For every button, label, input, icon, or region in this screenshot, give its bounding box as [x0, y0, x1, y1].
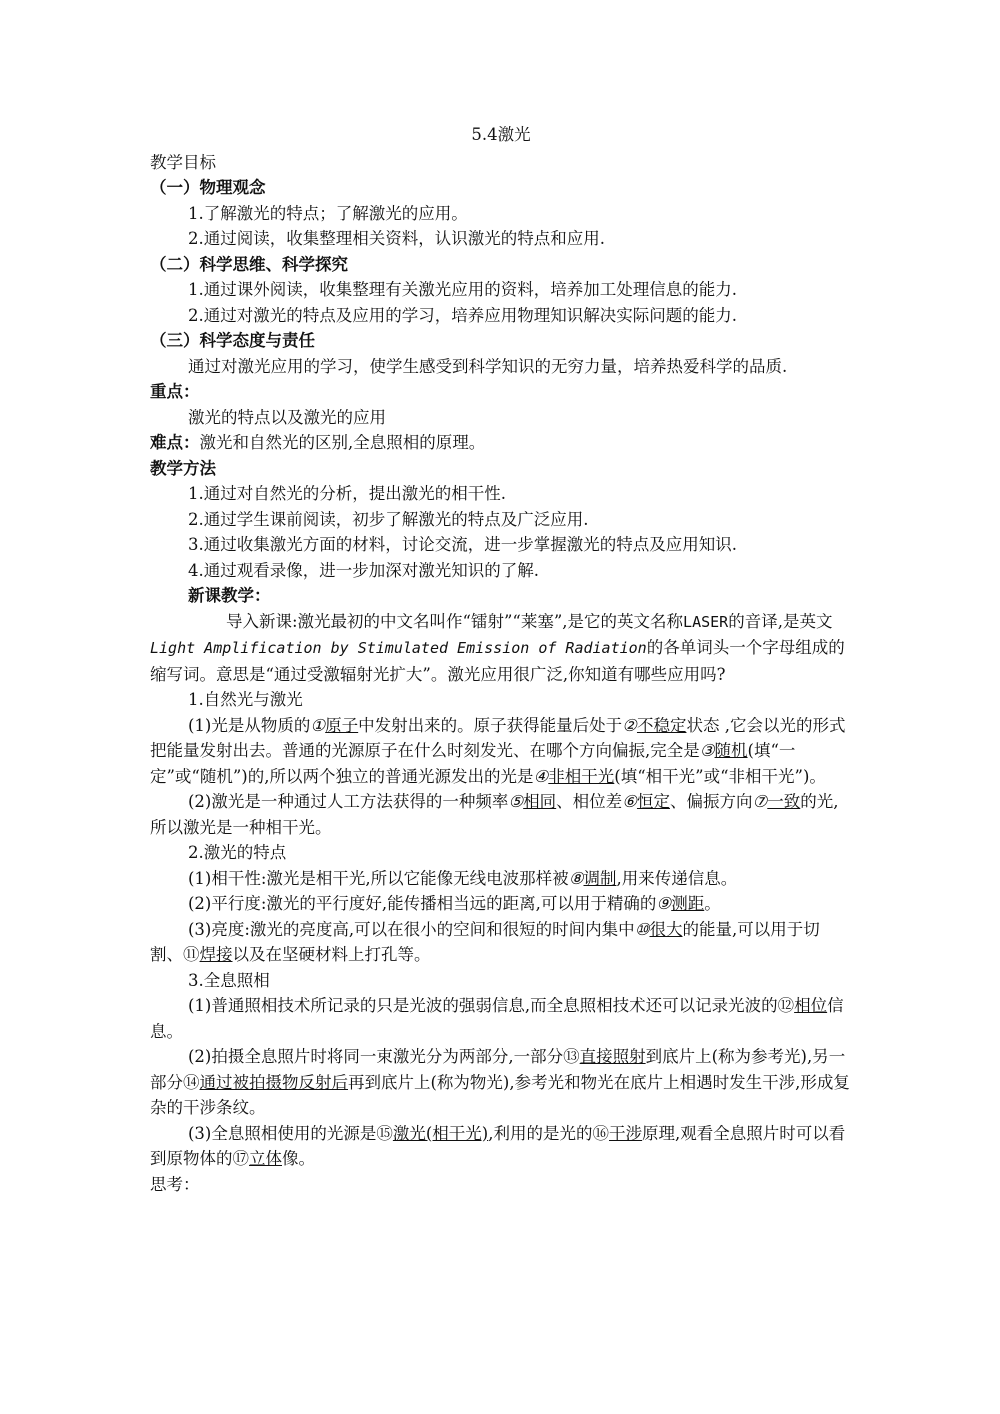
blank-number: ⑧	[568, 868, 584, 888]
answer-blank: 激光(相干光)	[392, 1123, 489, 1143]
intro-paragraph	[150, 609, 852, 688]
think-label: 思考：	[150, 1174, 200, 1194]
text: (2)激光是一种通过人工方法获得的一种频率	[188, 792, 509, 811]
intro-text-2: 的音译,是英文	[728, 611, 833, 631]
blank-number: ⑬	[563, 1047, 580, 1066]
blank-number: ③	[699, 741, 715, 760]
answer-blank: 相位	[794, 996, 828, 1015]
paragraph-coherence	[150, 866, 852, 892]
paragraph-natural-light	[150, 713, 852, 790]
text: (填“相干光”或“非相干光”)。	[614, 766, 826, 786]
section-title-laser-features: 2.激光的特点	[188, 843, 287, 862]
section-heading-physics-concepts: （一）物理观念	[150, 178, 266, 197]
answer-blank: 相同	[523, 792, 557, 811]
paragraph-laser-coherent	[150, 789, 852, 840]
blank-number: ⑤	[508, 792, 524, 811]
paragraph-hologram-source	[150, 1121, 852, 1172]
text: (1)相干性:激光是相干光,所以它能像无线电波那样被	[188, 868, 569, 888]
text: (2)平行度:激光的平行度好,能传播相当远的距离,可以用于精确的	[188, 894, 657, 913]
intro-text-1: 导入新课:激光最初的中文名叫作“镭射”“莱塞”,是它的英文名称	[226, 611, 684, 631]
blank-number: ⑮	[376, 1123, 393, 1143]
text: 的能量,可以用于切割、	[150, 919, 820, 964]
section-title-natural-vs-laser: 1.自然光与激光	[188, 690, 303, 709]
answer-blank: 通过被拍摄物反射后	[199, 1072, 348, 1092]
list-item: 1.了解激光的特点；了解激光的应用。	[188, 203, 468, 223]
list-item: 4.通过观看录像，进一步加深对激光知识的了解.	[188, 560, 539, 580]
text: 信息。	[150, 996, 844, 1041]
text: (填“一定”或“随机”)的,所以两个独立的普通光源发出的光是	[150, 741, 796, 786]
text: 像。	[282, 1149, 315, 1168]
text: (3)亮度:激光的亮度高,可以在很小的空间和很短的时间内集中	[188, 919, 635, 939]
difficulty-line	[150, 430, 852, 456]
answer-blank: 不稳定	[636, 715, 687, 735]
text: (3)全息照相使用的光源是	[188, 1123, 377, 1143]
page-title: 5.4激光	[471, 125, 531, 144]
laser-word: LASER	[683, 612, 729, 631]
objectives-heading: 教学目标	[150, 152, 216, 172]
answer-blank: 很大	[649, 919, 683, 939]
blank-number: ⑩	[634, 919, 650, 939]
answer-blank: 恒定	[636, 792, 670, 811]
document-body	[150, 122, 852, 1197]
blank-number: ④	[533, 766, 549, 786]
section-title-holography: 3.全息照相	[188, 970, 270, 990]
text: ,利用的是光的	[488, 1123, 593, 1143]
difficulty-text: 激光和自然光的区别,全息照相的原理。	[199, 433, 486, 452]
intro-text-3: 的各单词头一个字母组成的缩写词。意思是“通过受激辐射光扩大”。激光应用很广泛,你知道有哪些应用吗?	[150, 638, 845, 684]
text: 原理,观看全息照片时可以看到原物体的	[150, 1123, 846, 1168]
text: (1)普通照相技术所记录的只是光波的强弱信息,而全息照相技术还可以记录光波的	[188, 996, 778, 1015]
blank-number: ⑰	[232, 1149, 249, 1168]
text: 再到底片上(称为物光),参考光和物光在底片上相遇时发生干涉,形成复杂的干涉条纹。	[150, 1072, 850, 1117]
difficulty-label: 难点：	[150, 433, 200, 452]
blank-number: ⑨	[656, 894, 672, 913]
blank-number: ⑥	[622, 792, 637, 811]
key-points-label: 重点：	[150, 382, 200, 401]
section-heading-scientific-thinking: （二）科学思维、科学探究	[150, 254, 348, 274]
answer-blank: 随机	[714, 741, 748, 760]
answer-blank: 原子	[325, 715, 359, 735]
list-item: 2.通过阅读，收集整理相关资料，认识激光的特点和应用.	[188, 229, 605, 248]
answer-blank: 非相干光	[548, 766, 615, 786]
answer-blank: 焊接	[199, 945, 233, 964]
text: 中发射出来的。原子获得能量后处于	[358, 715, 623, 735]
blank-number: ②	[622, 715, 637, 735]
text: (1)光是从物质的	[188, 715, 311, 735]
list-item: 1.通过课外阅读，收集整理有关激光应用的资料，培养加工处理信息的能力.	[188, 280, 737, 299]
answer-blank: 调制	[583, 868, 617, 888]
english-phrase: Light Amplification by Stimulated Emission of Radiation	[150, 639, 647, 657]
text: 的光,所以激光是一种相干光。	[150, 792, 839, 837]
answer-blank: 干涉	[609, 1123, 642, 1143]
text: 状态 ,它会以光的形式把能量发射出去。普通的光源原子在什么时刻发光、在哪个方向偏振,完全是	[150, 715, 846, 760]
blank-number: ①	[310, 715, 326, 735]
section-heading-attitude: （三）科学态度与责任	[150, 331, 315, 350]
text: 到底片上(称为参考光),另一部分	[150, 1047, 846, 1092]
answer-blank: 测距	[671, 894, 705, 913]
paragraph-hologram-capture	[150, 1044, 852, 1121]
text: 、相位差	[556, 792, 623, 811]
key-points-text: 激光的特点以及激光的应用	[188, 407, 386, 427]
blank-number: ⑯	[592, 1123, 609, 1143]
answer-blank: 一致	[767, 792, 801, 811]
new-lesson-heading: 新课教学：	[188, 586, 271, 605]
list-item: 1.通过对自然光的分析，提出激光的相干性.	[188, 484, 506, 503]
paragraph-brightness	[150, 917, 852, 968]
text: (2)拍摄全息照片时将同一束激光分为两部分,一部分	[188, 1047, 564, 1066]
text: ,用来传递信息。	[616, 868, 738, 888]
attitude-text: 通过对激光应用的学习，使学生感受到科学知识的无穷力量，培养热爱科学的品质.	[188, 356, 788, 376]
methods-heading: 教学方法	[150, 458, 216, 478]
blank-number: ⑪	[183, 945, 200, 964]
answer-blank: 立体	[249, 1149, 282, 1168]
text: 。	[704, 894, 721, 913]
answer-blank: 直接照射	[579, 1047, 646, 1066]
paragraph-ordinary-photo	[150, 993, 852, 1044]
list-item: 3.通过收集激光方面的材料，讨论交流，进一步掌握激光的特点及应用知识.	[188, 535, 737, 554]
paragraph-parallelism	[150, 891, 852, 917]
blank-number: ⑭	[183, 1072, 200, 1092]
blank-number: ⑫	[777, 996, 795, 1015]
list-item: 2.通过学生课前阅读，初步了解激光的特点及广泛应用.	[188, 509, 589, 529]
text: 、偏振方向	[669, 792, 753, 811]
list-item: 2.通过对激光的特点及应用的学习，培养应用物理知识解决实际问题的能力.	[188, 305, 737, 325]
blank-number: ⑦	[752, 792, 768, 811]
text: 以及在坚硬材料上打孔等。	[232, 945, 431, 964]
